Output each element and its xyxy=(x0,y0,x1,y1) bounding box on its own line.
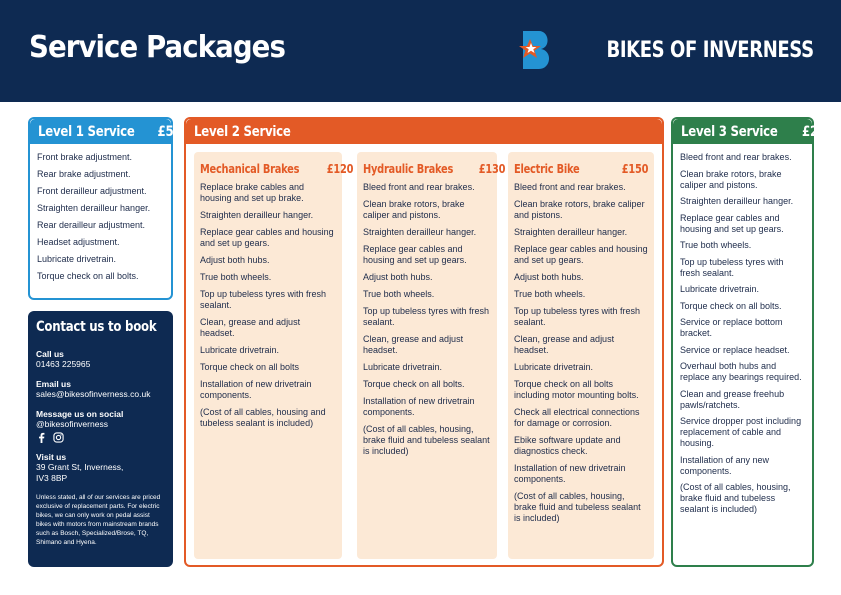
disclaimer: Unless stated, all of our services are priced exclusive of replacement parts. For electric bikes, we can only work on pedal assist bikes with motors from mainstream brands such as Bosch, Specialized/Brose, TQ, Shimano and Hyena. xyxy=(36,494,161,546)
list-item: Installation of new drivetrain components. xyxy=(200,379,312,400)
list-item: Adjust both hubs. xyxy=(514,272,584,282)
mechanical-brakes-title: Mechanical Brakes xyxy=(200,162,300,176)
list-item: Rear brake adjustment. xyxy=(37,169,131,179)
list-item: Service or replace bottom bracket. xyxy=(680,317,783,338)
level-1-header xyxy=(30,119,182,144)
list-item: Adjust both hubs. xyxy=(200,255,270,265)
hydraulic-brakes-header xyxy=(357,152,506,176)
bike-logo-icon xyxy=(507,27,555,73)
electric-bike-panel xyxy=(508,152,654,559)
list-item: Front derailleur adjustment. xyxy=(37,186,147,196)
level-3-card xyxy=(671,117,834,567)
list-item: Top up tubeless tyres with fresh sealant. xyxy=(200,289,327,310)
list-item: True both wheels. xyxy=(363,289,435,299)
mechanical-brakes-list xyxy=(194,176,342,429)
list-item: Headset adjustment. xyxy=(37,237,120,247)
list-item: Clean brake rotors, brake caliper and pistons. xyxy=(680,168,782,190)
list-item: Overhaul both hubs and replace any bearings required. xyxy=(680,361,802,382)
list-item: Clean, grease and adjust headset. xyxy=(514,334,615,355)
level-1-list xyxy=(30,144,171,282)
list-item: Replace gear cables and housing and set up gears. xyxy=(680,212,784,234)
list-item: Lubricate drivetrain. xyxy=(37,254,117,264)
level-3-list xyxy=(673,144,812,515)
list-item: Torque check on all bolts. xyxy=(363,379,465,389)
list-item: Front brake adjustment. xyxy=(37,152,133,162)
list-item: Bleed front and rear brakes. xyxy=(363,182,475,192)
mechanical-brakes-price: £120 xyxy=(326,162,354,176)
email-link[interactable]: sales@bikesofinverness.co.uk xyxy=(36,389,151,399)
level-2-card xyxy=(184,117,664,567)
list-item: Lubricate drivetrain. xyxy=(680,284,760,294)
list-item: Adjust both hubs. xyxy=(363,272,433,282)
list-item: Service or replace headset. xyxy=(680,344,790,355)
list-item: Rear derailleur adjustment. xyxy=(37,220,146,230)
level-3-title: Level 3 Service xyxy=(681,123,778,140)
list-item: Top up tubeless tyres with fresh sealant. xyxy=(514,306,641,327)
list-item: True both wheels. xyxy=(514,289,586,299)
list-item: (Cost of all cables, housing, brake fluid and tubeless sealant is included) xyxy=(680,482,791,514)
page-title: Service Packages xyxy=(29,30,285,65)
list-item: (Cost of all cables, housing and tubeless sealant is included) xyxy=(200,407,326,428)
mechanical-brakes-panel xyxy=(194,152,354,559)
electric-bike-price: £150 xyxy=(621,162,648,176)
list-item: Straighten derailleur hanger. xyxy=(680,196,794,206)
list-item: (Cost of all cables, housing, brake fluid and tubeless sealant is included) xyxy=(514,491,641,523)
level-1-title: Level 1 Service xyxy=(38,123,135,140)
social-handle[interactable]: @bikesofinverness xyxy=(36,419,108,429)
brand-name: BIKES OF INVERNESS xyxy=(606,37,814,63)
list-item: True both wheels. xyxy=(680,240,752,250)
list-item: Replace gear cables and housing and set up gears. xyxy=(200,227,334,248)
list-item: Straighten derailleur hanger. xyxy=(37,203,151,213)
phone-link[interactable]: 01463 225965 xyxy=(36,359,91,369)
call-label: Call us xyxy=(36,349,64,359)
list-item: (Cost of all cables, housing, brake fluid and tubeless sealant is included) xyxy=(363,424,490,456)
list-item: Replace brake cables and housing and set up brake. xyxy=(200,182,305,203)
social-icons xyxy=(36,432,165,443)
address-line-1: 39 Grant St, Inverness, xyxy=(36,462,124,472)
list-item: Lubricate drivetrain. xyxy=(363,362,443,372)
electric-bike-list xyxy=(508,176,654,524)
list-item: Clean and grease freehub pawls/ratchets. xyxy=(680,388,785,410)
list-item: Bleed front and rear brakes. xyxy=(680,152,792,162)
list-item: Top up tubeless tyres with fresh sealant. xyxy=(680,256,784,278)
list-item: Straighten derailleur hanger. xyxy=(363,227,477,237)
list-item: Clean, grease and adjust headset. xyxy=(363,334,464,355)
list-item: Installation of new drivetrain components. xyxy=(514,463,626,484)
mechanical-brakes-header xyxy=(194,152,354,176)
list-item: True both wheels. xyxy=(200,272,272,282)
level-3-header xyxy=(673,119,834,144)
hydraulic-brakes-list xyxy=(357,176,497,457)
list-item: Top up tubeless tyres with fresh sealant. xyxy=(363,306,490,327)
list-item: Check all electrical connections for damage or corrosion. xyxy=(514,407,640,428)
list-item: Torque check on all bolts including motor mounting bolts. xyxy=(514,379,639,400)
list-item: Torque check on all bolts. xyxy=(680,300,782,311)
brand-logo[interactable] xyxy=(507,27,814,73)
list-item: Clean brake rotors, brake caliper and pistons. xyxy=(514,199,645,220)
hydraulic-brakes-price: £130 xyxy=(478,162,506,176)
list-item: Torque check on all bolts xyxy=(200,362,300,372)
list-item: Installation of new drivetrain components. xyxy=(363,396,475,417)
list-item: Replace gear cables and housing and set up gears. xyxy=(514,244,648,265)
electric-bike-title: Electric Bike xyxy=(514,162,580,176)
contact-title: Contact us to book xyxy=(36,319,157,335)
list-item: Straighten derailleur hanger. xyxy=(514,227,628,237)
list-item: Bleed front and rear brakes. xyxy=(514,182,626,192)
level-1-price: £50 xyxy=(157,123,182,140)
visit-label: Visit us xyxy=(36,452,67,462)
level-1-card xyxy=(28,117,182,300)
email-label: Email us xyxy=(36,379,71,389)
electric-bike-header xyxy=(508,152,654,176)
hydraulic-brakes-title: Hydraulic Brakes xyxy=(363,162,454,176)
level-2-header xyxy=(186,119,662,144)
list-item: Ebike software update and diagnostics check. xyxy=(514,435,621,456)
list-item: Straighten derailleur hanger. xyxy=(200,210,314,220)
level-2-title: Level 2 Service xyxy=(194,123,291,140)
list-item: Service dropper post including replacement of cable and housing. xyxy=(680,416,802,448)
list-item: Torque check on all bolts. xyxy=(37,271,139,281)
list-item: Lubricate drivetrain. xyxy=(200,345,280,355)
list-item: Clean brake rotors, brake caliper and pistons. xyxy=(363,199,465,220)
instagram-icon[interactable] xyxy=(53,432,64,443)
social-label: Message us on social xyxy=(36,409,124,419)
facebook-icon[interactable] xyxy=(36,432,47,443)
list-item: Lubricate drivetrain. xyxy=(514,362,594,372)
hydraulic-brakes-panel xyxy=(357,152,506,559)
list-item: Installation of any new components. xyxy=(680,454,770,476)
address-line-2: IV3 8BP xyxy=(36,473,68,483)
level-3-price: £240 xyxy=(802,123,834,140)
list-item: Replace gear cables and housing and set up gears. xyxy=(363,244,467,265)
list-item: Clean, grease and adjust headset. xyxy=(200,317,301,338)
contact-panel xyxy=(28,311,173,567)
header-bar xyxy=(0,0,841,102)
